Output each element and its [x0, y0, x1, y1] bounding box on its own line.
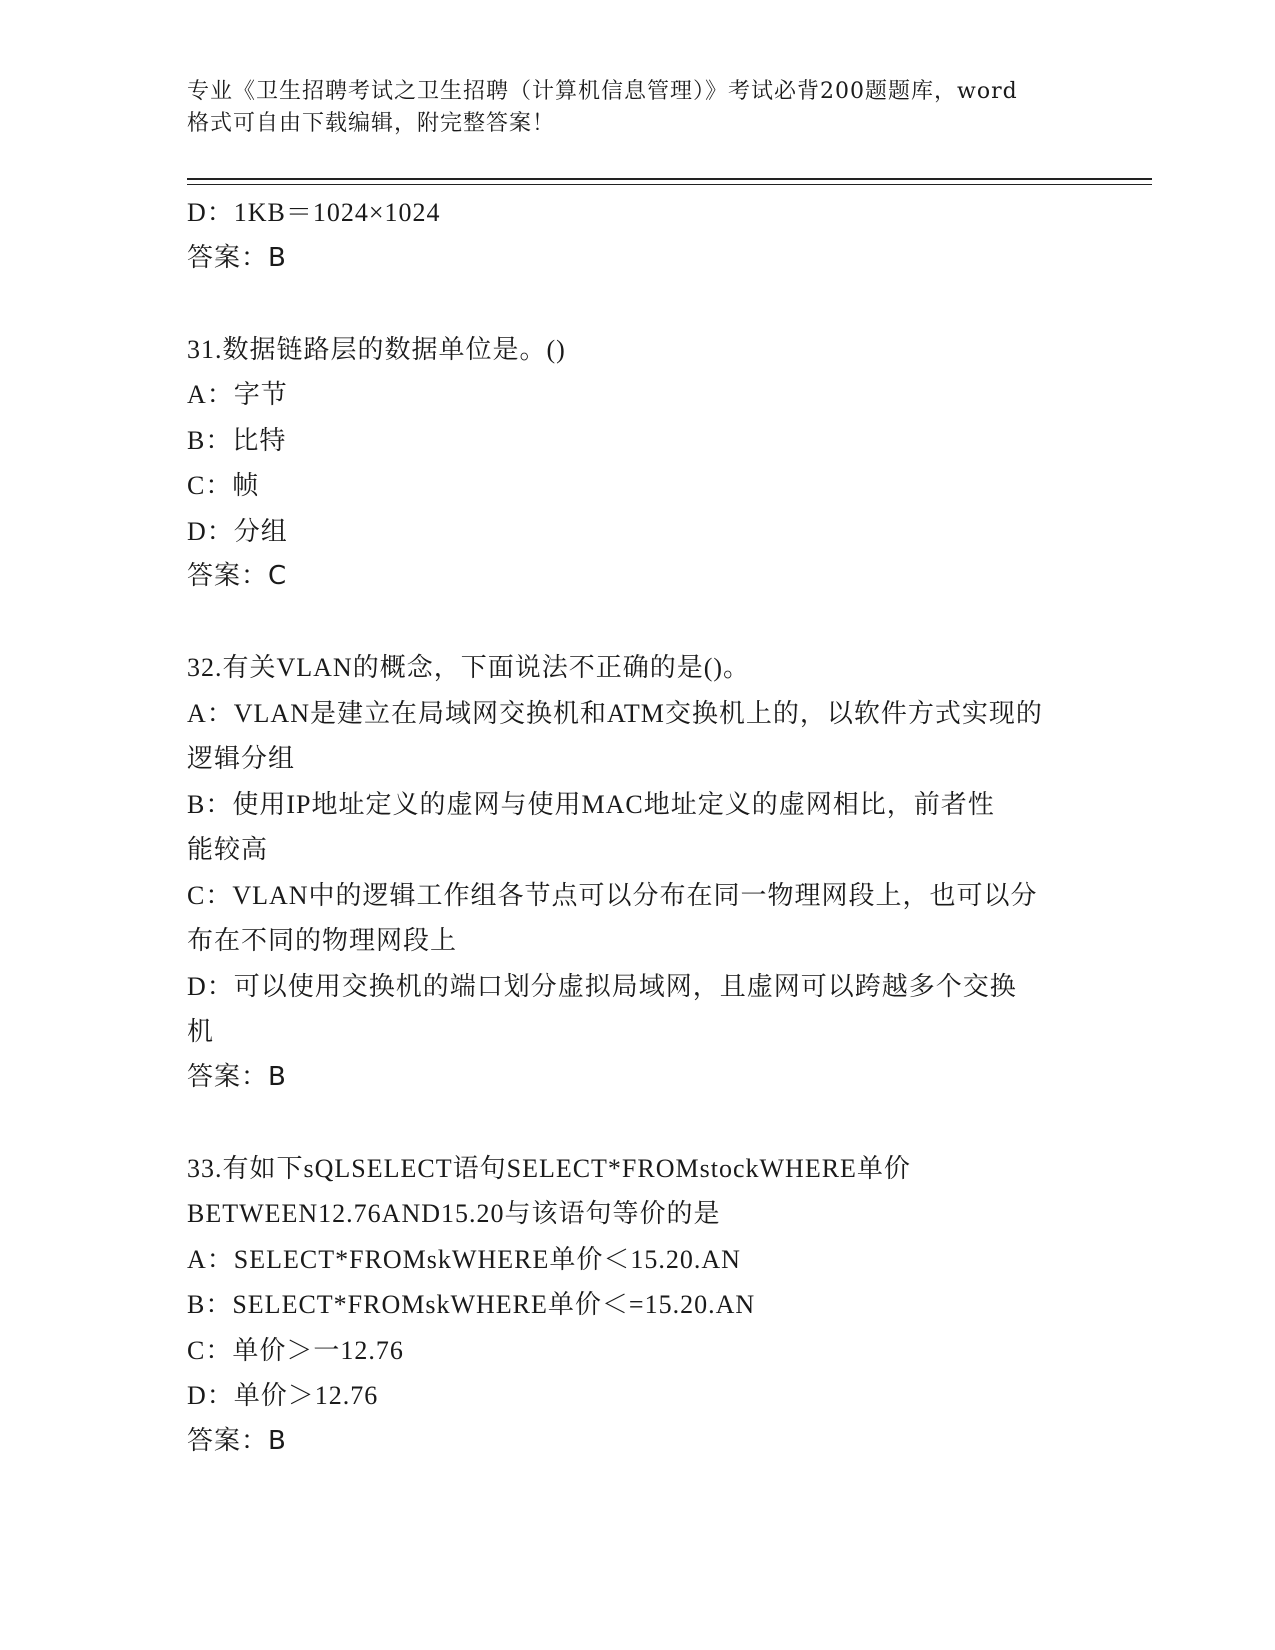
answer-line: 答案：C	[187, 561, 288, 591]
option-d: D：1KB＝1024×1024	[187, 198, 441, 227]
question-body	[187, 190, 1087, 1464]
option-d: D：分组	[187, 516, 288, 546]
option-a-continuation: 逻辑分组	[187, 744, 296, 773]
option-c: C：VLAN中的逻辑工作组各节点可以分布在同一物理网段上，也可以分	[187, 880, 1038, 910]
header-divider-thick	[187, 178, 1152, 180]
question-stem: 33.有如下sQLSELECT语句SELECT*FROMstockWHERE单价	[187, 1153, 911, 1183]
answer-line: 答案：B	[187, 1425, 287, 1456]
option-b: B：比特	[187, 425, 287, 455]
option-d: D：可以使用交换机的端口划分虚拟局域网，且虚网可以跨越多个交换	[187, 971, 1017, 1001]
header-title-line-1: 专业《卫生招聘考试之卫生招聘（计算机信息管理）》考试必背200题题库，word	[187, 79, 1018, 104]
option-c: C：单价＞一12.76	[187, 1335, 404, 1365]
question-stem: 31.数据链路层的数据单位是。()	[187, 334, 566, 364]
spacer	[187, 281, 1087, 327]
question-32	[187, 645, 1087, 1100]
answer-line: 答案：B	[187, 1061, 287, 1092]
spacer	[187, 600, 1087, 646]
question-31	[187, 327, 1087, 600]
option-d-continuation: 机	[187, 1017, 215, 1046]
answer-line: 答案：B	[187, 242, 287, 273]
header-divider-thin	[187, 184, 1152, 185]
option-b-continuation: 能较高	[187, 835, 269, 864]
option-d: D：单价＞12.76	[187, 1381, 379, 1410]
question-30-tail	[187, 190, 1087, 281]
option-b: B：使用IP地址定义的虚网与使用MAC地址定义的虚网相比，前者性	[187, 789, 995, 819]
option-a: A：SELECT*FROMskWHERE单价＜15.20.AN	[187, 1244, 741, 1274]
spacer	[187, 1100, 1087, 1146]
option-a: A：VLAN是建立在局域网交换机和ATM交换机上的，以软件方式实现的	[187, 698, 1043, 728]
question-33	[187, 1146, 1087, 1465]
option-c-continuation: 布在不同的物理网段上	[187, 926, 458, 955]
header-title-line-2: 格式可自由下载编辑，附完整答案！	[187, 111, 556, 136]
option-b: B：SELECT*FROMskWHERE单价＜=15.20.AN	[187, 1290, 756, 1319]
option-a: A：字节	[187, 380, 288, 409]
question-stem-continuation: BETWEEN12.76AND15.20与该语句等价的是	[187, 1199, 721, 1228]
option-c: C：帧	[187, 471, 260, 500]
page-header	[187, 76, 1087, 140]
question-stem: 32.有关VLAN的概念，下面说法不正确的是()。	[187, 653, 751, 682]
